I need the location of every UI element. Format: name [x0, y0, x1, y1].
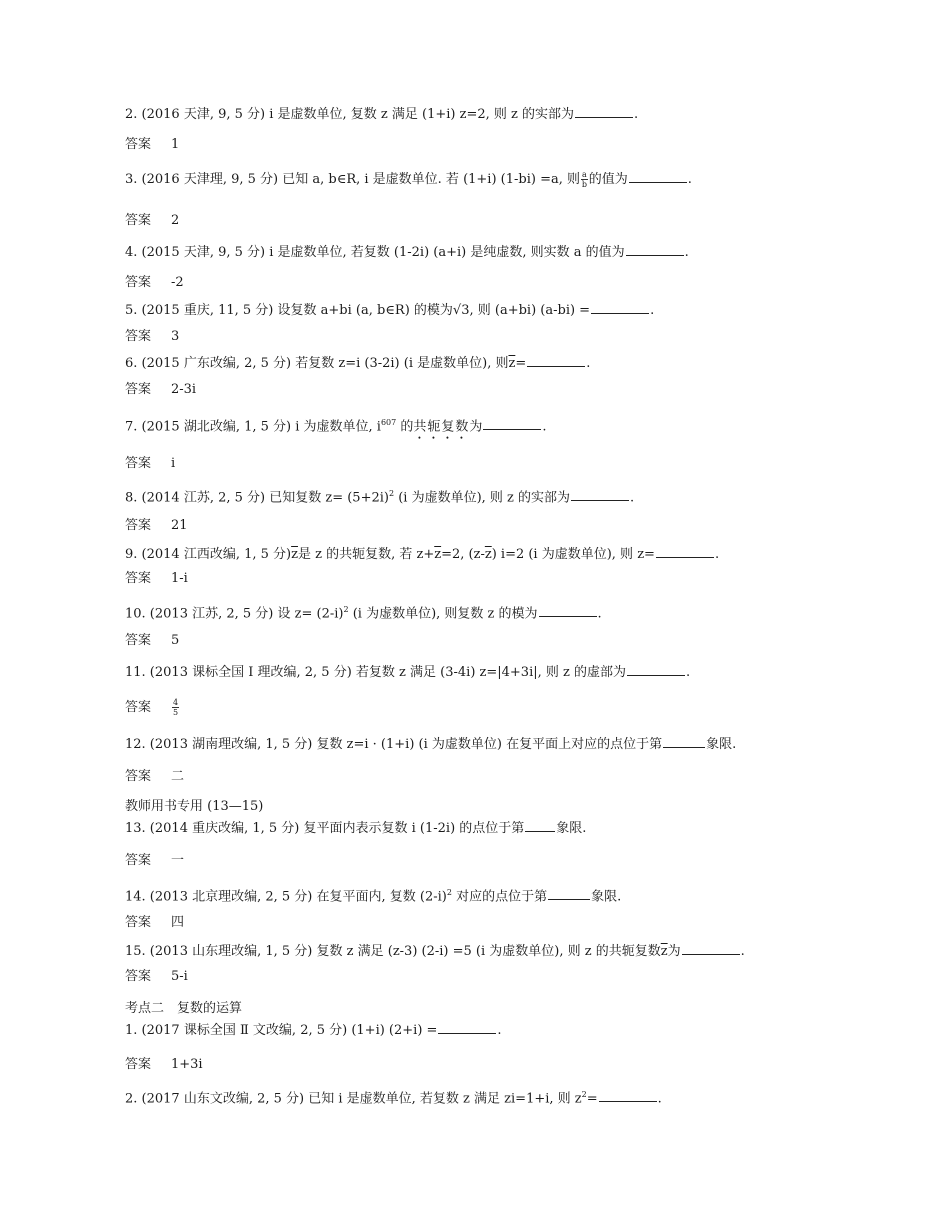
question-6: 6. (2015 广东改编, 2, 5 分) 若复数 z=i (3-2i) (i 是虚数单位), 则$\overline{z}=$ . — [125, 356, 591, 371]
question-3: 3. (2016 天津理, 9, 5 分) 已知 a, b∈R, i 是虚数单位. 若 (1+i) (1-bi) =a, 则 $\frac{a}{b}$ 的值为 . — [125, 170, 692, 189]
answer-blank — [599, 1100, 657, 1102]
question-11: 11. (2013 课标全国 Ⅰ 理改编, 2, 5 分) 若复数 z 满足 (3-4i) z=|4+3i|, 则 z 的虚部为 . — [125, 665, 691, 680]
question-13: 13. (2014 重庆改编, 1, 5 分) 复平面内表示复数 i (1-2i) 的点位于第 象限. — [125, 821, 587, 836]
answer-2: 答案 1 — [125, 137, 180, 152]
answer-9: 答案 1-i — [125, 571, 188, 586]
section-heading: 教师用书专用 (13—15) — [125, 799, 264, 814]
conjugate-z: $\overline{z}$ — [484, 547, 492, 562]
answer-11: 答案 $\frac{4}{5}$ — [125, 698, 179, 717]
answer-blank — [525, 830, 555, 832]
question-14: 14. (2013 北京理改编, 2, 5 分) 在复平面内, 复数 $(2-i)^2$ 对应的点位于第 象限. — [125, 888, 622, 905]
answer-15: 答案 5-i — [125, 969, 188, 984]
conjugate-z: $\overline{z}$ — [291, 547, 298, 562]
answer-4: 答案 -2 — [125, 275, 184, 290]
answer-op-1: 答案 1+3i — [125, 1057, 203, 1072]
answer-13: 答案 一 — [125, 853, 185, 868]
answer-blank — [626, 254, 684, 256]
answer-10: 答案 5 — [125, 633, 180, 648]
question-8: 8. (2014 江苏, 2, 5 分) 已知复数 $z= (5+2i)^2$ (i 为虚数单位), 则 z 的实部为 . — [125, 489, 635, 506]
answer-blank — [575, 116, 633, 118]
sqrt: √3 — [452, 303, 470, 318]
answer-blank — [682, 953, 740, 955]
answer-blank — [591, 312, 649, 314]
answer-blank — [483, 428, 541, 430]
question-15: 15. (2013 山东理改编, 1, 5 分) 复数 z 满足 (z-3) (2-i) =5 (i 为虚数单位), 则 z 的共轭复数$\overline{z}$为 . — [125, 944, 745, 959]
answer-blank — [548, 898, 590, 900]
answer-blank — [438, 1032, 496, 1034]
question-7: 7. (2015 湖北改编, 1, 5 分) i 为虚数单位, $i^{607}$ 的共轭复数为 . — [125, 418, 547, 435]
answer-12: 答案 二 — [125, 769, 185, 784]
conjugate-z: $\overline{z}$ — [508, 356, 516, 371]
fraction: $\frac{a}{b}$ — [581, 170, 587, 189]
question-9: 9. (2014 江西改编, 1, 5 分)$\overline{z}$是 z 的共轭复数, 若 $z+\overline{z}=2$, $(z-\overline{z})$ i=2 (i 为虚数单位), 则 z= . — [125, 547, 720, 562]
question-2: 2. (2016 天津, 9, 5 分) i 是虚数单位, 复数 z 满足 (1+i) z=2, 则 z 的实部为 . — [125, 107, 639, 122]
conjugate-z: $\overline{z}$ — [660, 944, 668, 959]
answer-14: 答案 四 — [125, 915, 185, 930]
answer-blank — [663, 746, 705, 748]
emphasized-term: 共轭复数 — [413, 419, 470, 435]
question-op-2: 2. (2017 山东文改编, 2, 5 分) 已知 i 是虚数单位, 若复数 z 满足 zi=1+i, 则 $z^2=$ . — [125, 1090, 662, 1107]
conjugate-z: $\overline{z}$ — [434, 547, 442, 562]
question-12: 12. (2013 湖南理改编, 1, 5 分) 复数 z=i · (1+i) (i 为虚数单位) 在复平面上对应的点位于第 象限. — [125, 737, 737, 752]
answer-blank — [571, 499, 629, 501]
answer-fraction: $\frac{4}{5}$ — [173, 698, 179, 717]
question-op-1: 1. (2017 课标全国 Ⅱ 文改编, 2, 5 分) (1+i) (2+i) = . — [125, 1023, 502, 1038]
answer-5: 答案 3 — [125, 329, 180, 344]
answer-7: 答案 i — [125, 456, 176, 471]
answer-8: 答案 21 — [125, 518, 188, 533]
answer-blank — [539, 615, 597, 617]
answer-3: 答案 2 — [125, 213, 180, 228]
question-4: 4. (2015 天津, 9, 5 分) i 是虚数单位, 若复数 (1-2i) (a+i) 是纯虚数, 则实数 a 的值为 . — [125, 245, 689, 260]
question-10: 10. (2013 江苏, 2, 5 分) 设 $z= (2-i)^2$ (i 为虚数单位), 则复数 z 的模为 . — [125, 605, 602, 622]
question-5: 5. (2015 重庆, 11, 5 分) 设复数 a+bi (a, b∈R) 的模为√3, 则 (a+bi) (a-bi) = . — [125, 303, 655, 318]
answer-6: 答案 2-3i — [125, 382, 197, 397]
section-heading: 考点二 复数的运算 — [125, 1001, 243, 1016]
answer-blank — [629, 181, 687, 183]
answer-blank — [527, 365, 585, 367]
answer-blank — [656, 556, 714, 558]
answer-blank — [627, 674, 685, 676]
